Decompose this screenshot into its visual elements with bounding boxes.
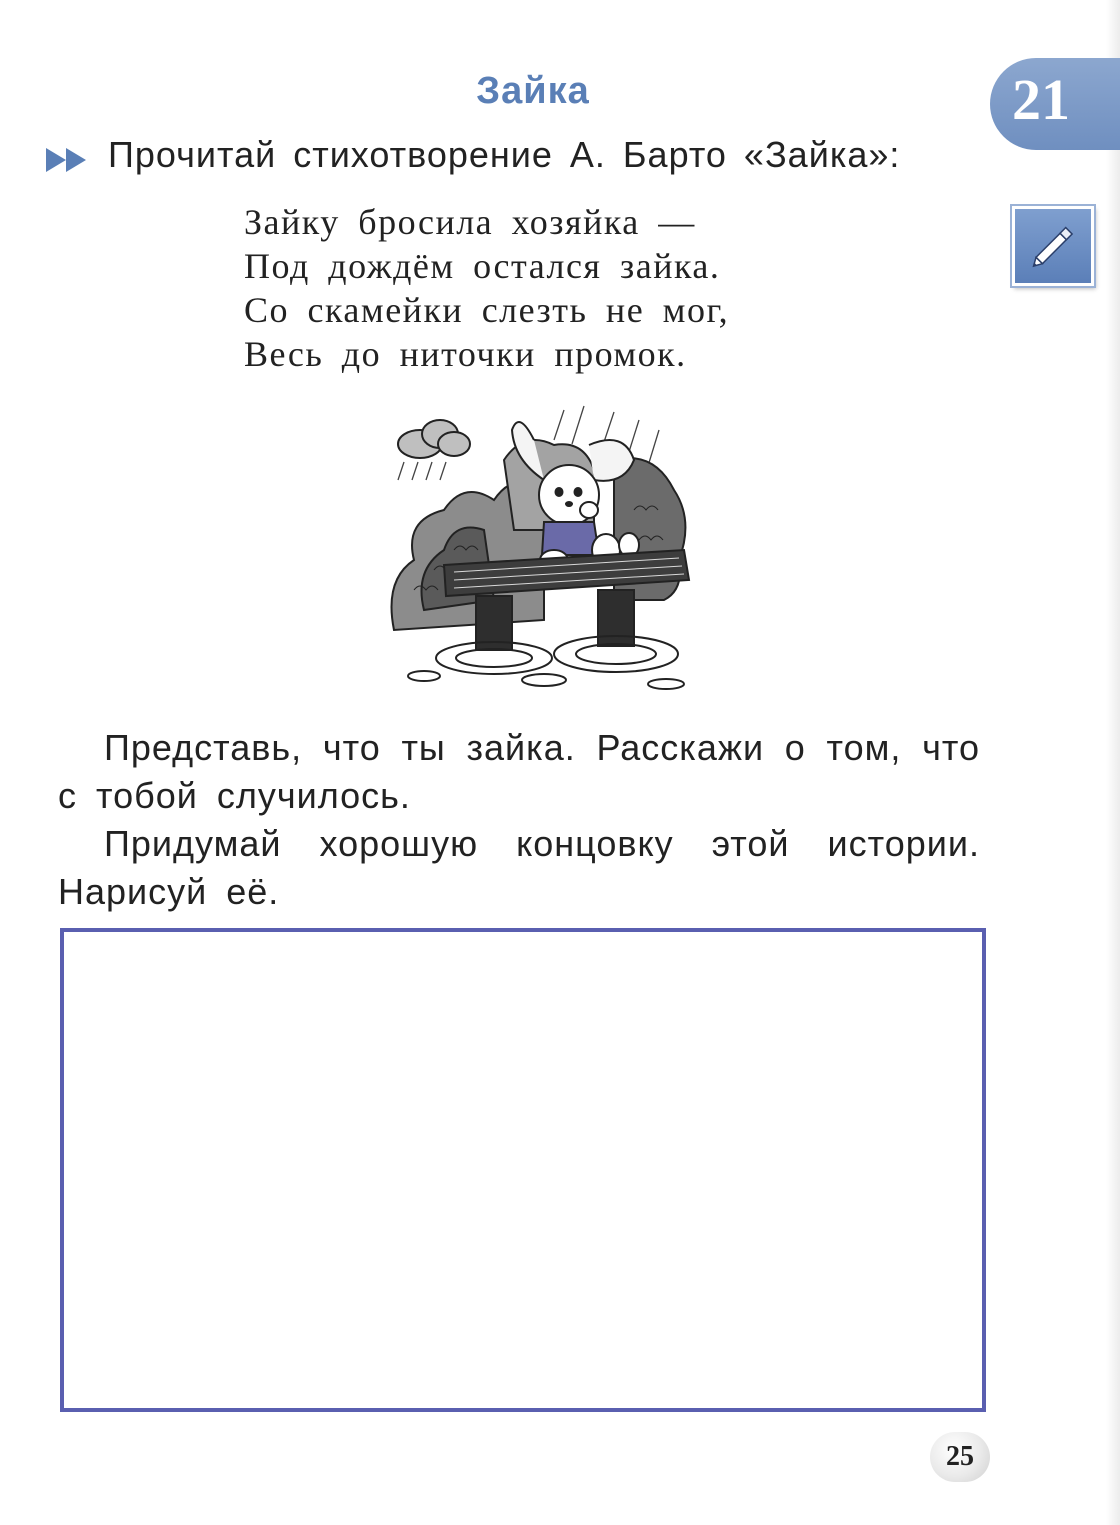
drawing-area[interactable] [60, 928, 986, 1412]
poem-line: Весь до ниточки промок. [244, 334, 687, 374]
page-number: 25 [930, 1432, 990, 1482]
lesson-number: 21 [1012, 67, 1070, 132]
double-arrow-icon [44, 146, 94, 174]
pencil-icon [1023, 217, 1083, 275]
page-edge [1106, 0, 1120, 1525]
poem-line: Зайку бросила хозяйка — [244, 202, 696, 242]
task-text [58, 724, 980, 916]
poem-line: Под дождём остался зайка. [244, 246, 721, 286]
task-paragraph [58, 820, 980, 916]
instruction-line [44, 134, 984, 184]
poem [244, 200, 944, 376]
instruction-text: Прочитай стихотворение А. Барто «Зайка»: [108, 134, 901, 175]
lesson-title: Зайка [476, 70, 590, 112]
task-paragraph-2-text: Придумай хорошую концовку этой истории. Нарисуй её. [58, 823, 980, 912]
task-paragraph [58, 724, 980, 820]
bunny-on-bench-illustration [384, 400, 704, 700]
task-paragraph-1-text: Представь, что ты зайка. Расскажи о том, что с тобой случилось. [58, 727, 980, 816]
lesson-number-tab [990, 58, 1120, 150]
activity-badge [1012, 206, 1094, 286]
poem-line: Со скамейки слезть не мог, [244, 290, 730, 330]
